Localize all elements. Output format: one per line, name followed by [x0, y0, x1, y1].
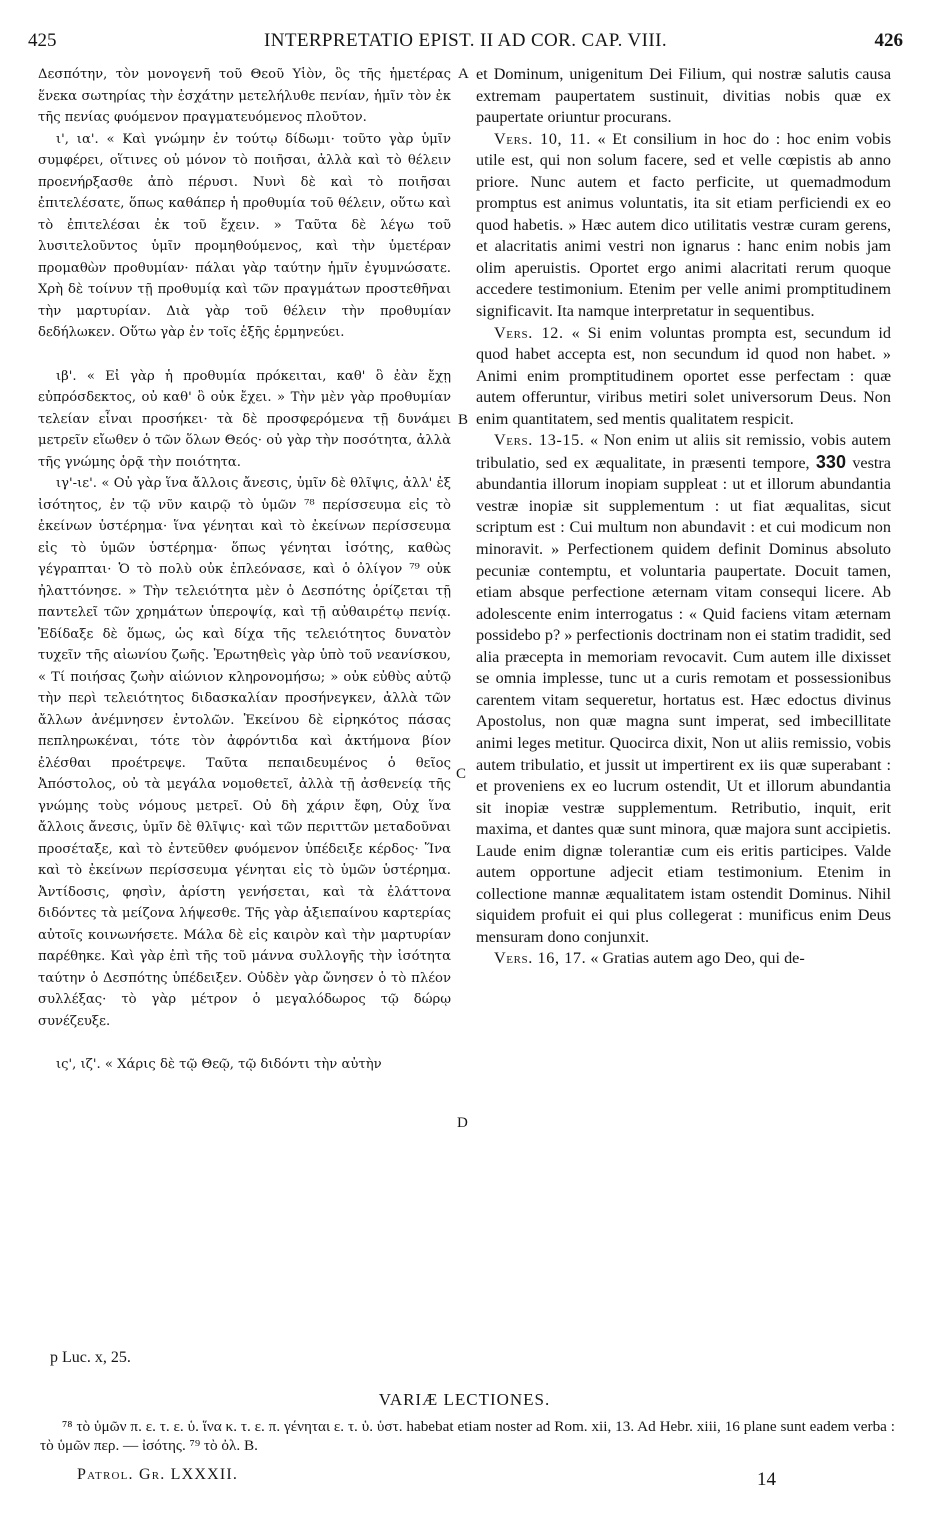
patrology-volume: Patrol. Gr. LXXXII. — [77, 1466, 239, 1483]
variae-text: ⁷⁸ τὸ ὑμῶν π. ε. τ. ε. ὑ. ἵνα κ. τ. ε. π. γένηται ε. τ. ὑ. ὑστ. habebat etiam noster ad Rom. xii, 13. Ad Hebr. xiii, 16 plane sunt eadem verba : τὸ ὑμῶν περ. — ἰσότης. ⁷⁹ τὸ ὀλ. B. — [40, 1418, 895, 1454]
paragraph-gap — [38, 344, 451, 366]
variae-lectiones — [40, 1417, 895, 1455]
latin-paragraph — [476, 430, 891, 948]
greek-paragraph: Δεσπότην, τὸν μονογενῆ τοῦ Θεοῦ Υἱὸν, ὃς τῆς ἡμετέρας ἕνεκα σωτηρίας τὴν ἐσχάτην μετελήλυθε πενίαν, ἡμῖν τὸν ἐκ τῆς πενίας φυόμενον πραγματευόμενος πλοῦτον. — [38, 67, 451, 125]
margin-letter-d: D — [457, 1115, 468, 1131]
margin-letter-c: C — [456, 766, 467, 782]
latin-text: « Non enim ut aliis sit remissio, vobis autem tribulatio, sed ex æqualitate, in præsenti tempore, 330 vestra abundantia illorum inopiam suppleat : ut et illorum abundantia vestræ inopiæ sit supplementum : ut fiat æqualitas, sicut scriptum est : Cui multum non abundavit : et cui modicum non minoravit. » Perfectionem quidem definit Dominus absoluto pecuniæ contemptu, et voluntaria paupertate. Docuit tamen, etiam absque perfectione æternam vitam consequi licere. Ab adolescente enim interrogatus : « Quid faciens vitam æternam possidebo p? » perfectionis doctrinam non ei statim tradidit, sed alia præcepta in memoriam revocavit. Cum autem ille dixisset se omnia implesse, tunc ut a curis remotam et possessionibus carentem vitam sequeretur, hortatus est. Hæc edoctus divinus Apostolus, non quæ magna sunt imperat, sed imbecillitate animi leges metitur. Quocirca dixit, Non ut aliis remissio, vobis autem tribulatio, et jussit ut impertirent ex iis quæ superabant : et proveniens ex eo lucrum ostendit, Ut et illorum abundantia sit inopiæ vestræ supplementum. Retributio, inquit, erit maxima, et dantes quæ sunt minora, quæ majora sunt accipietis. Laude enim dignæ tolerantiæ cum eis eritis participes. Valde autem opportune adjecit etiam testimonium. Etenim in collectione mannæ æqualitatem istam ostendit Dominus. Nihil siquidem profuit ei qui plus collegerat : munificus enim Deus mensuram dono conjunxit. — [476, 431, 892, 946]
latin-text: « Si enim voluntas prompta est, secundum id quod habet accepta est, non secundum id quod non habet. » Animi enim promptitudinem oportet esse perfectam : quæ autem offeruntur, viribus metiri solet universorum Deus. Non enim quantitatem, sed mentis qualitatem respicit. — [476, 323, 892, 428]
greek-column — [38, 64, 451, 1076]
latin-paragraph — [476, 64, 891, 129]
column-number-marker: 330 — [815, 451, 846, 472]
verse-label: Vers. 12. — [494, 323, 564, 342]
verse-label: Vers. 13-15. — [494, 431, 585, 450]
verse-label: Vers. 16, 17. — [494, 949, 587, 968]
greek-paragraph: ις', ιζ'. « Χάρις δὲ τῷ Θεῷ, τῷ διδόντι τὴν αὐτὴν — [56, 1057, 382, 1072]
latin-paragraph — [476, 323, 891, 431]
latin-text: « Gratias autem ago Deo, qui de- — [590, 949, 805, 968]
page-number-right: 426 — [874, 30, 903, 51]
signature-mark: 14 — [757, 1469, 776, 1490]
verse-label: Vers. 10, 11. — [494, 129, 591, 148]
page-number-left: 425 — [28, 30, 57, 51]
running-header — [28, 30, 903, 58]
latin-paragraph — [476, 948, 891, 970]
latin-text: et Dominum, unigenitum Dei Filium, qui nostræ salutis causa extremam paupertatem sustinuit, divitias nobis quæ ex paupertate oriuntur procurans. — [476, 65, 891, 127]
variae-lectiones-title: VARIÆ LECTIONES. — [378, 1390, 551, 1409]
latin-text: « Et consilium in hoc do : hoc enim vobis utile est, qui non solum facere, sed et velle cœpistis ab anno priore. Nunc autem et facto perficite, ut quemadmodum promptus est animus voluntatis, ita sit etiam perficiendi ex eo quod habetis. » Hæc autem dico utilitatis vestræ curam gerens, et alacritatis animi vestri non ignarus : hanc enim nobis jam olim aperuistis. Oportet ergo animi alacritati rerum quoque accedere testimonium. Etenim per velle animi promptitudinem significavit. Ita namque interpretatur in sequentibus. — [476, 129, 892, 321]
paragraph-gap — [38, 1032, 451, 1054]
margin-letter-b: B — [458, 412, 469, 428]
margin-letter-a: A — [458, 66, 469, 82]
latin-column — [476, 64, 891, 970]
greek-paragraph: ιβ'. « Εἰ γὰρ ἡ προθυμία πρόκειται, καθ' ὃ ἐὰν ἔχῃ εὐπρόσδεκτος, οὐ καθ' ὃ οὐκ ἔχει. » Τὴν μὲν γὰρ προθυμίαν τελείαν εἶναι προσήκει· τὰ δὲ προσφερόμενα τῇ δυνάμει μετρεῖν εἴωθεν ὁ τῶν ὅλων Θεός· οὐ γὰρ τὴν ποσότητα, ἀλλὰ τῆς γνώμης ὁρᾷ τὴν ποιότητα. — [38, 368, 451, 470]
running-title: INTERPRETATIO EPIST. II AD COR. CAP. VIII. — [263, 30, 668, 51]
latin-paragraph — [476, 129, 891, 323]
footnote: p Luc. x, 25. — [50, 1349, 131, 1366]
greek-paragraph: ιγ'-ιε'. « Οὐ γὰρ ἵνα ἄλλοις ἄνεσις, ὑμῖν δὲ θλῖψις, ἀλλ' ἐξ ἰσότητος, ἐν τῷ νῦν καιρῷ τὸ ὑμῶν ⁷⁸ περίσσευμα εἰς τὸ ἐκείνων ὑστέρημα· ἵνα γένηται καὶ τὸ ἐκείνων περίσσευμα εἰς τὸ ὑμῶν ὑστέρημα· ὅπως γένηται ἰσότης, καθὼς γέγραπται· Ὁ τὸ πολὺ οὐκ ἐπλεόνασε, καὶ ὁ ὀλίγον ⁷⁹ οὐκ ἠλαττόνησε. » Τὴν τελειότητα μὲν ὁ Δεσπότης ὁρίζεται τῇ παντελεῖ τῶν χρημάτων ὑπεροψίᾳ, καὶ τῇ αὐθαιρέτῳ πενίᾳ. Ἐδίδαξε δὲ ὅμως, ὡς καὶ δίχα τῆς τελειότητος δυνατὸν τυχεῖν τῆς αἰωνίου ζωῆς. Ἐρωτηθεὶς γὰρ ὑπὸ τοῦ νεανίσκου, « Τί ποιήσας ζωὴν αἰώνιον κληρονομήσω; » οὐκ εὐθὺς αὐτῷ τὴν περὶ τελειότητος διδασκαλίαν προσήνεγκεν, ἀλλὰ τῶν ἄλλων ἀνέμνησεν ἐντολῶν. Ἐκείνου δὲ εἰρηκότος πάσας πεπληρωκέναι, τότε τὸν ἀφρόντιδα καὶ ἀκτήμονα βίον ἐλέσθαι προέτρεψε. Ταῦτα πεπαιδευμένος ὁ θεῖος Ἀπόστολος, οὐ τὰ μεγάλα νομοθετεῖ, ἀλλὰ τῇ ἀσθενείᾳ τῆς γνώμης τοὺς νόμους μετρεῖ. Οὐ δὴ χάριν ἔφη, Οὐχ ἵνα ἄλλοις ἄνεσις, ὑμῖν δὲ θλῖψις· καὶ τῶν περιττῶν μεταδοῦναι προσέταξε, καὶ τὸ ἐντεῦθεν φυόμενον ὑπέδειξε κέρδος· Ἵνα καὶ τὸ ἐκείνων περίσσευμα γένηται εἰς τὸ ὑμῶν ὑστέρημα. Ἀντίδοσις, φησὶν, ἀρίστη γενήσεται, καὶ τὰ ἐλάττονα διδόντες τὰ μείζονα λήψεσθε. Τῆς γὰρ ἀξιεπαίνου καρτερίας αὐτοῖς κοινωνήσετε. Μάλα δὲ εἰς καιρὸν καὶ τὴν μαρτυρίαν παρέθηκε. Καὶ γὰρ ἐπὶ τῆς τοῦ μάννα συλλογῆς τὴν ἰσότητα ταύτην ὁ Δεσπότης ὑπέδειξεν. Οὐδὲν γὰρ ὤνησεν ὁ τὸ πλέον συλλέξας· τὸ γὰρ μέτρον ὁ μεγαλόδωρος τῷ δώρῳ συνέζευξε. — [38, 476, 451, 1029]
greek-paragraph: ι', ια'. « Καὶ γνώμην ἐν τούτῳ δίδωμι· τοῦτο γὰρ ὑμῖν συμφέρει, οἵτινες οὐ μόνον τὸ ποιῆσαι, ἀλλὰ καὶ τὸ θέλειν προενήρξασθε ἀπὸ πέρυσι. Νυνὶ δὲ καὶ τὸ ποιῆσαι ἐπιτελέσατε, ὅπως καθάπερ ἡ προθυμία τοῦ θέλειν, οὕτω καὶ τὸ ἐπιτελέσαι ἐκ τοῦ ἔχειν. » Ταῦτα δὲ λέγω τοῦ λυσιτελοῦντος ὑμῖν προμηθούμενος, καὶ τὴν ὑμετέραν προμαθὼν προθυμίαν· πάλαι γὰρ ταύτην ἡμῖν ἐγυμνώσατε. Χρὴ δὲ τοίνυν τῇ προθυμίᾳ καὶ τῶν πραγμάτων προστεθῆναι τὴν μαρτυρίαν. Διὰ γὰρ τοῦ θέλειν τὴν προθυμίαν δεδήλωκεν. Οὕτω γὰρ ἐν τοῖς ἑξῆς ἑρμηνεύει. — [38, 131, 451, 340]
